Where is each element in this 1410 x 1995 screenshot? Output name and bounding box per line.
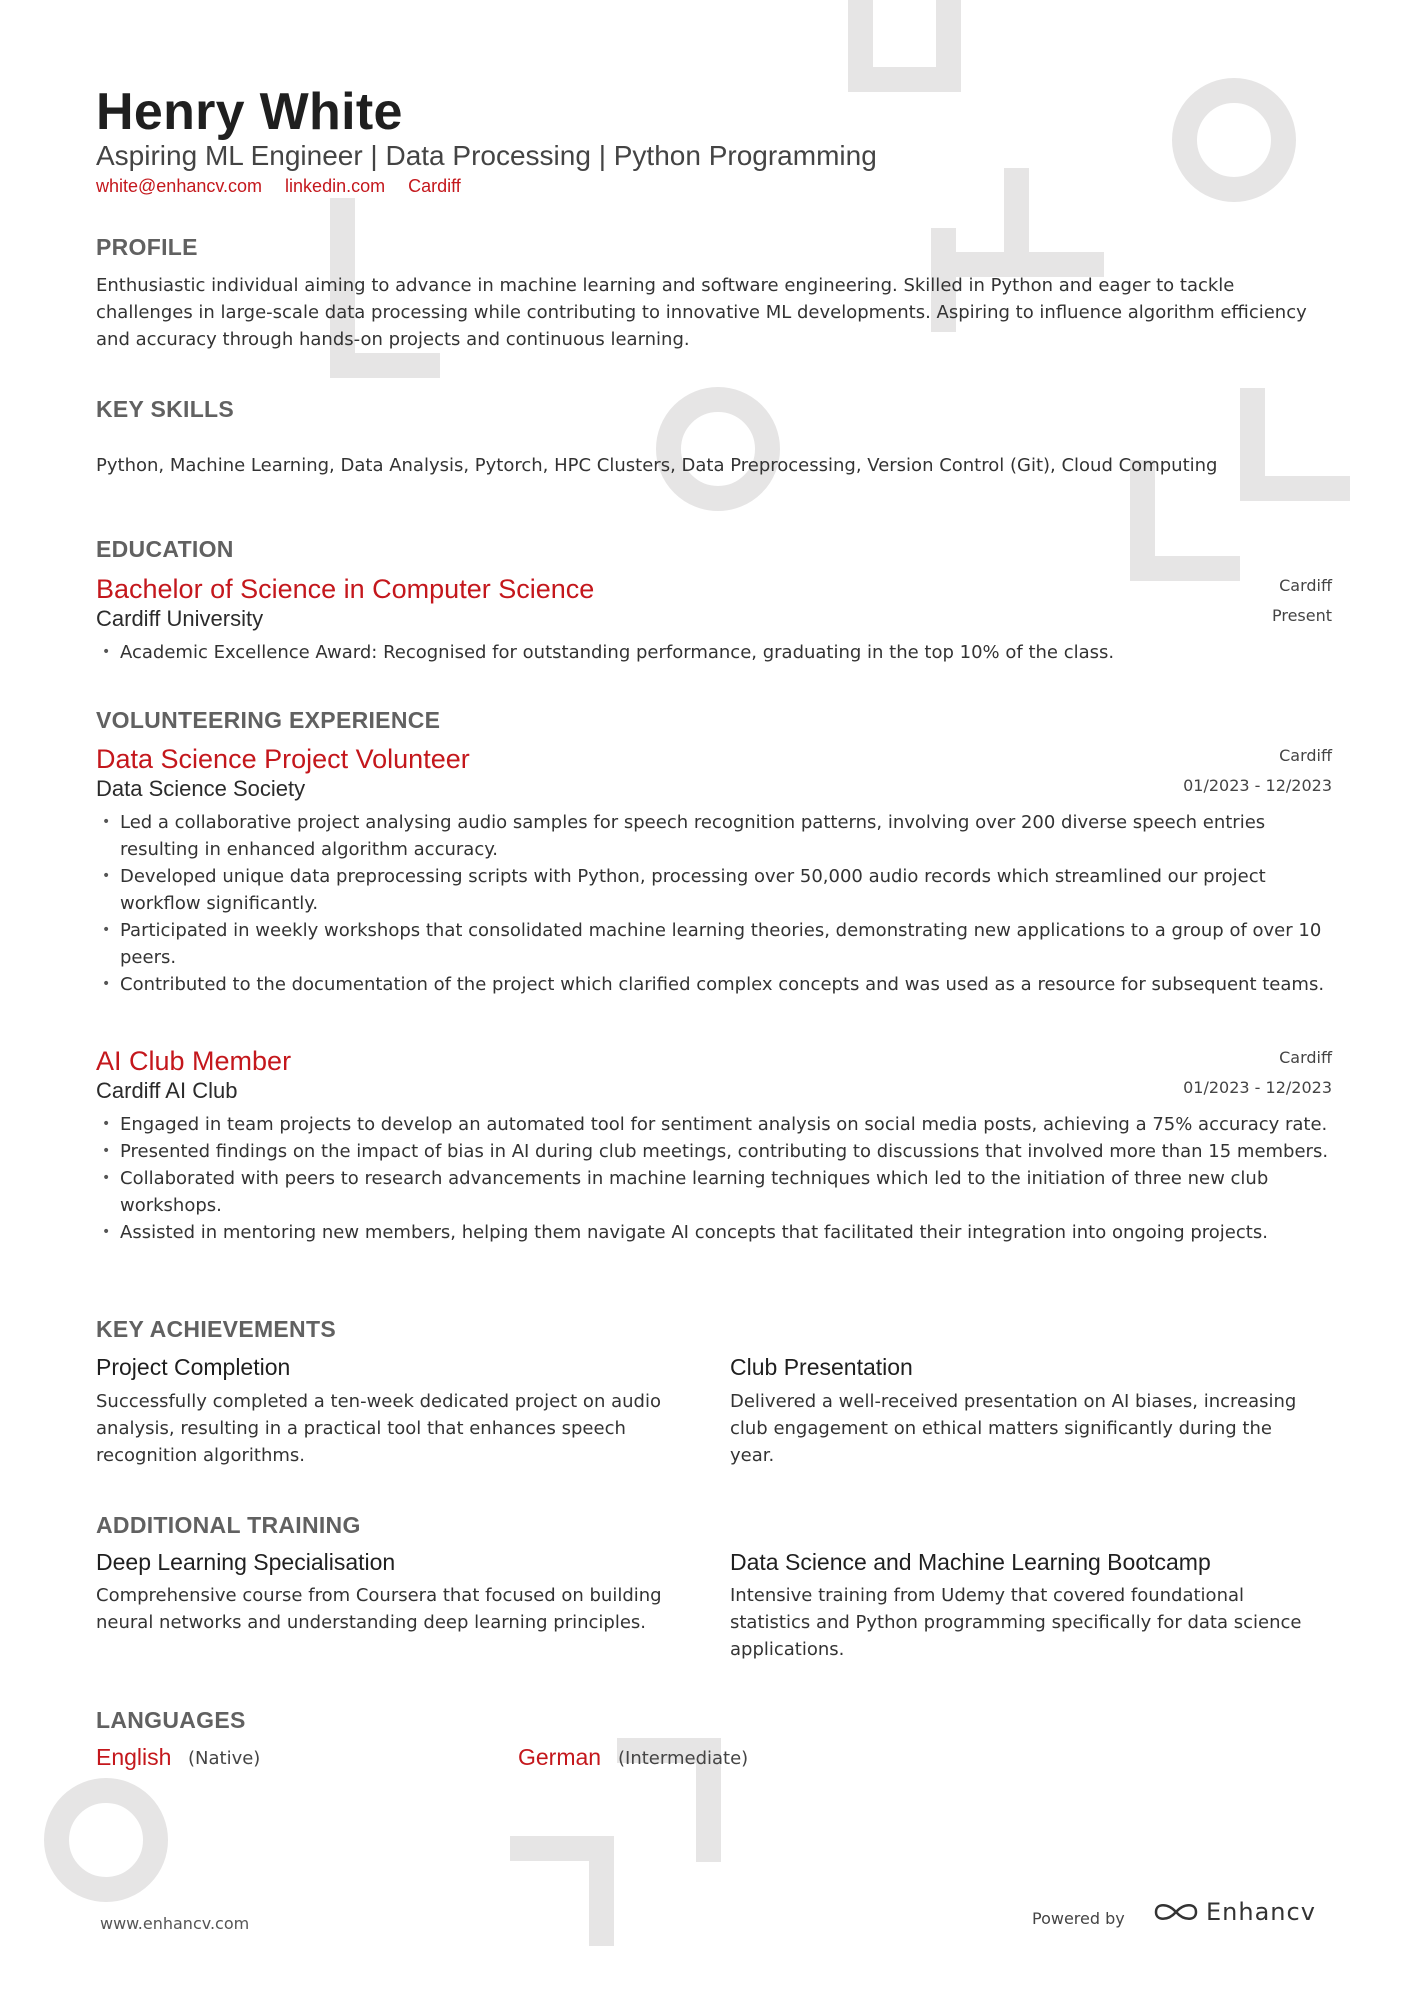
enhancv-logo-text: Enhancv	[1206, 1898, 1316, 1926]
skills-heading: KEY SKILLS	[96, 396, 235, 422]
list-item: • Assisted in mentoring new members, helping them navigate AI concepts that facilitated their integration into ongoing projects.	[96, 1219, 1332, 1246]
list-item: • Presented findings on the impact of bias in AI during club meetings, contributing to discussions that involved more than 15 members.	[96, 1138, 1332, 1165]
profile-text: Enthusiastic individual aiming to advance in machine learning and software engineering. Skilled in Python and eager to tackle challenges in large-scale data processing while contributing to innovative ML developments. Aspiring to influence algorithm efficiency and accuracy through hands-on projects and continuous learning.	[96, 275, 1307, 350]
volunteer-org-2: Cardiff AI Club	[96, 1078, 238, 1103]
achievement-title-2: Club Presentation	[730, 1354, 913, 1380]
languages-heading: LANGUAGES	[96, 1707, 246, 1733]
training-title-2: Data Science and Machine Learning Bootcamp	[730, 1549, 1211, 1575]
list-item: • Led a collaborative project analysing audio samples for speech recognition patterns, involving over 200 diverse speech entries resulting in enhanced algorithm accuracy.	[96, 809, 1332, 863]
language-level-2: (Intermediate)	[618, 1748, 749, 1769]
footer-website-link[interactable]: www.enhancv.com	[100, 1914, 250, 1933]
volunteer-date-2: 01/2023 - 12/2023	[1183, 1078, 1332, 1097]
achievement-title-1: Project Completion	[96, 1354, 291, 1380]
enhancv-logo[interactable]	[1152, 1898, 1316, 1926]
linkedin-link[interactable]: linkedin.com	[285, 176, 386, 196]
volunteering-heading: VOLUNTEERING EXPERIENCE	[96, 707, 441, 733]
achievement-text-1: Successfully completed a ten-week dedicated project on audio analysis, resulting in a practical tool that enhances speech recognition algorithms.	[96, 1391, 661, 1466]
volunteer-role-1: Data Science Project Volunteer	[96, 744, 470, 774]
achievements-heading: KEY ACHIEVEMENTS	[96, 1316, 336, 1342]
language-level-1: (Native)	[188, 1748, 261, 1769]
education-location: Cardiff	[1279, 576, 1332, 595]
volunteer-bullets-2	[96, 1111, 1332, 1246]
volunteer-org-1: Data Science Society	[96, 776, 306, 801]
list-item: • Engaged in team projects to develop an automated tool for sentiment analysis on social media posts, achieving a 75% accuracy rate.	[96, 1111, 1332, 1138]
language-name-2: German	[518, 1744, 602, 1770]
list-item: • Collaborated with peers to research advancements in machine learning techniques which led to the initiation of three new club workshops.	[96, 1165, 1332, 1219]
volunteer-bullets-1	[96, 809, 1332, 998]
email-link[interactable]: white@enhancv.com	[96, 176, 263, 196]
candidate-headline: Aspiring ML Engineer | Data Processing | Python Programming	[96, 140, 877, 171]
training-text-2: Intensive training from Udemy that covered foundational statistics and Python programming specifically for data science applications.	[730, 1585, 1302, 1660]
contact-row	[96, 176, 479, 197]
volunteer-date-1: 01/2023 - 12/2023	[1183, 776, 1332, 795]
degree-title: Bachelor of Science in Computer Science	[96, 574, 595, 604]
language-name-1: English	[96, 1744, 172, 1770]
list-item: • Academic Excellence Award: Recognised for outstanding performance, graduating in the top 10% of the class.	[96, 639, 1332, 666]
enhancv-logo-icon	[1152, 1899, 1200, 1925]
education-heading: EDUCATION	[96, 536, 234, 562]
powered-by-label: Powered by	[1032, 1909, 1125, 1928]
education-date: Present	[1271, 606, 1332, 625]
volunteer-role-2: AI Club Member	[96, 1046, 292, 1076]
list-item: • Developed unique data preprocessing scripts with Python, processing over 50,000 audio records which streamlined our project workflow significantly.	[96, 863, 1332, 917]
skills-list: Python, Machine Learning, Data Analysis, Pytorch, HPC Clusters, Data Preprocessing, Version Control (Git), Cloud Computing	[96, 455, 1218, 476]
list-item: • Contributed to the documentation of the project which clarified complex concepts and was used as a resource for subsequent teams.	[96, 971, 1332, 998]
profile-heading: PROFILE	[96, 234, 198, 260]
volunteer-location-1: Cardiff	[1279, 746, 1332, 765]
training-title-1: Deep Learning Specialisation	[96, 1549, 396, 1575]
achievement-text-2: Delivered a well-received presentation on AI biases, increasing club engagement on ethical matters significantly during the year.	[730, 1391, 1297, 1466]
volunteer-location-2: Cardiff	[1279, 1048, 1332, 1067]
training-text-1: Comprehensive course from Coursera that focused on building neural networks and understanding deep learning principles.	[96, 1585, 662, 1633]
school-name: Cardiff University	[96, 606, 264, 631]
training-heading: ADDITIONAL TRAINING	[96, 1512, 361, 1538]
education-bullets	[96, 639, 1332, 666]
list-item: • Participated in weekly workshops that consolidated machine learning theories, demonstrating new applications to a group of over 10 peers.	[96, 917, 1332, 971]
location-text: Cardiff	[408, 176, 461, 196]
candidate-name: Henry White	[96, 83, 403, 141]
